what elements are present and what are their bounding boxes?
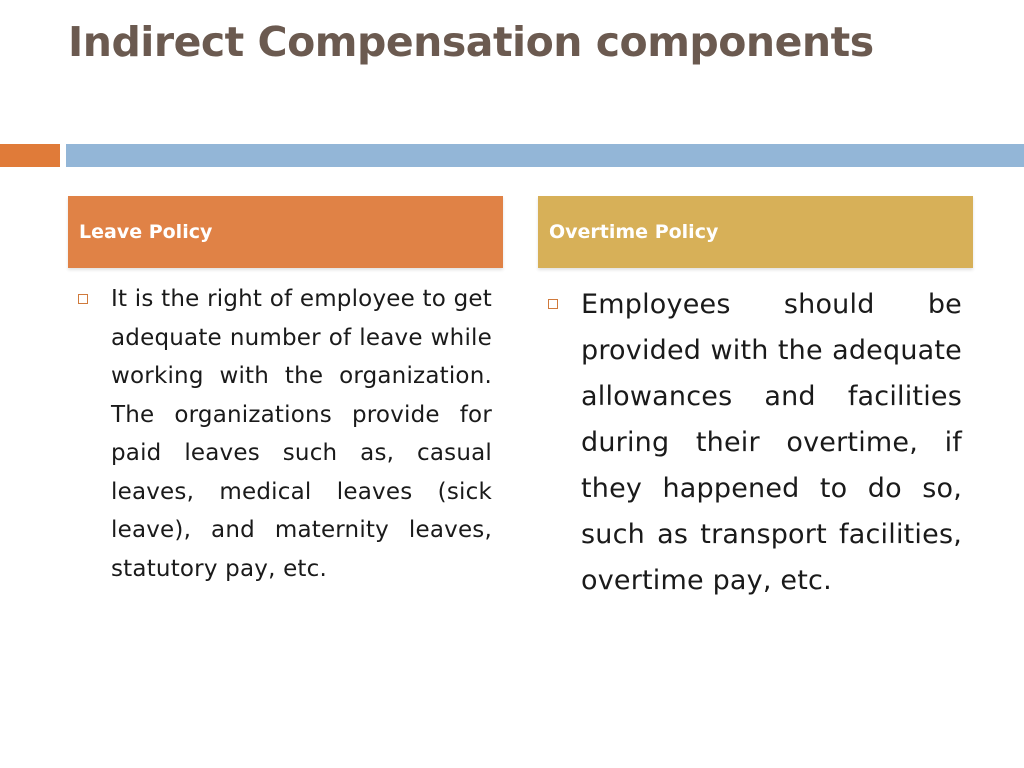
overtime-policy-bullet — [548, 282, 962, 604]
accent-bar-blue — [66, 144, 1024, 167]
leave-policy-bullet — [78, 280, 492, 588]
square-bullet-icon — [78, 294, 88, 304]
leave-policy-header — [68, 196, 503, 268]
leave-policy-text: It is the right of employee to get adequate number of leave while working with the organization. The organizations provide for paid leaves such as, casual leaves, medical leaves (sick leave), and maternity leaves, statutory pay, etc. — [111, 286, 492, 582]
overtime-policy-heading: Overtime Policy — [549, 221, 719, 243]
overtime-policy-text: Employees should be provided with the adequate allowances and facilities during their overtime, if they happened to do so, such as transport facilities, overtime pay, etc. — [581, 289, 962, 596]
accent-bar-orange — [0, 144, 60, 167]
overtime-policy-header — [538, 196, 973, 268]
slide-title: Indirect Compensation components — [68, 18, 874, 66]
leave-policy-heading: Leave Policy — [79, 221, 213, 243]
square-bullet-icon — [548, 299, 558, 309]
